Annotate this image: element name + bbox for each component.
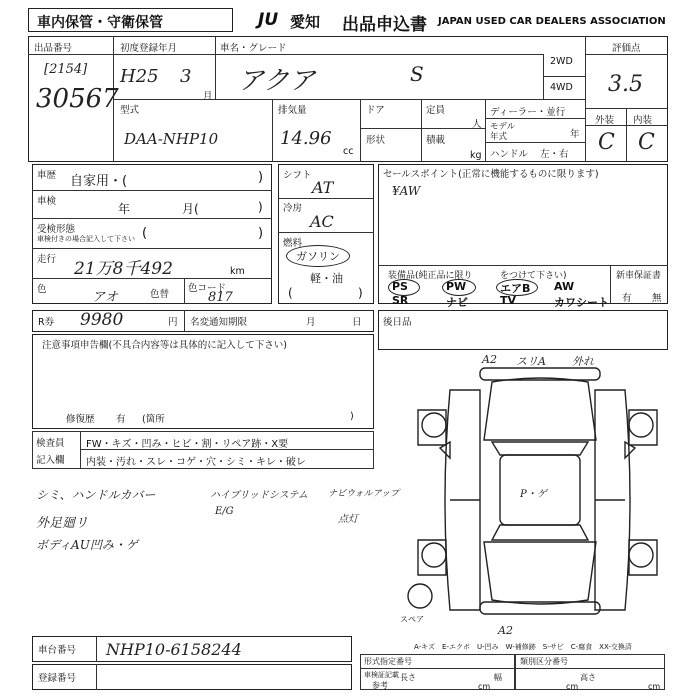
color-label: 色 — [37, 284, 47, 295]
drive-2wd[interactable]: 2WD — [550, 56, 573, 67]
dim-width-unit: cm — [566, 682, 579, 691]
inspection-close: ) — [258, 200, 263, 214]
handle-label: ハンドル — [490, 149, 529, 160]
door-label: ドア — [366, 105, 385, 116]
repair-close: ) — [350, 411, 354, 422]
trade-form-open: ( — [142, 226, 148, 241]
trade-form-label: 受検形態 — [37, 224, 76, 235]
spare-label: スペア — [400, 615, 424, 624]
storage-notice: 車内保管・守衛保管 — [37, 15, 163, 31]
note-1: シミ、ハンドルカバー — [36, 488, 156, 502]
equipment-item[interactable]: TV — [500, 294, 517, 307]
equipment-selected-circle — [442, 279, 476, 296]
rating-ext: C — [598, 130, 615, 155]
mileage-unit: km — [230, 266, 245, 277]
inspection-month: 月( — [182, 202, 199, 216]
note-2: ハイブリッドシステム — [210, 490, 308, 501]
type-label: 型式 — [120, 105, 140, 116]
association-name: JAPAN USED CAR DEALERS ASSOCIATION — [438, 16, 666, 27]
equipment-label2: をつけて下さい) — [500, 271, 567, 281]
repair-label: 修復歴 — [66, 414, 95, 425]
history-label: 車歴 — [37, 170, 57, 181]
registration-label: 登録番号 — [38, 673, 77, 684]
equipment-item[interactable]: PS — [392, 280, 408, 293]
color-value: アオ — [92, 290, 118, 305]
selling-points-label: セールスポイント(正常に機能するものに限ります) — [383, 169, 599, 180]
notice-due-day: 日 — [352, 317, 362, 328]
dealer-label: ディーラー・並行 — [490, 107, 566, 118]
note-3: ナビウォルアップ — [328, 489, 400, 499]
fuel-label: 燃料 — [283, 238, 303, 249]
diagram-mark-4: P・ゲ — [520, 489, 547, 500]
note-7: ボディAU凹み・ゲ — [36, 538, 138, 552]
repair-place: (箇所 — [142, 414, 165, 425]
equipment-selected-circle — [496, 279, 538, 296]
drive-4wd[interactable]: 4WD — [550, 82, 573, 93]
lot-bracket-number: [2154] — [44, 62, 88, 77]
type-value: DAA-NHP10 — [124, 130, 219, 148]
inspector-row-1[interactable]: FW・キズ・凹み・ヒビ・割・リペア跡・X要 — [86, 439, 289, 450]
color-code: 817 — [208, 290, 233, 305]
selling-points-value: ¥AW — [392, 184, 421, 198]
rating-score: 3.5 — [608, 72, 643, 97]
rating-label: 評価点 — [612, 43, 641, 54]
fuel-value: ガソリン — [296, 250, 340, 263]
trade-form-close: ) — [258, 226, 264, 241]
handle-options[interactable]: 左・右 — [540, 149, 569, 160]
dim-length: 長さ — [400, 673, 416, 682]
equipment-item[interactable]: AW — [554, 280, 575, 293]
dim-length-unit: cm — [478, 682, 491, 691]
recycle-label: R券 — [38, 317, 55, 328]
document-title: 出品申込書 — [342, 15, 427, 35]
fuel-alt: 軽・油 — [310, 272, 343, 285]
dim-width: 幅 — [494, 673, 502, 682]
shift-label: シフト — [283, 170, 312, 181]
first-reg-year: H25 — [120, 66, 159, 87]
car-name: アクア — [238, 66, 316, 96]
equipment-item[interactable]: エアB — [500, 282, 531, 295]
later-items-label: 後日品 — [383, 317, 412, 328]
model-year-label: モデル — [490, 122, 516, 132]
lot-number: 30567 — [36, 84, 119, 114]
note-4: 外足廻リ — [36, 516, 89, 531]
warranty-yes[interactable]: 有 — [622, 293, 632, 304]
displacement-value: 14.96 — [280, 128, 332, 149]
inspector-label-2: 記入欄 — [36, 455, 65, 466]
first-reg-month: 3 — [180, 66, 192, 87]
capacity-label: 定員 — [426, 105, 446, 116]
dim-height-unit: cm — [648, 682, 661, 691]
equipment-item[interactable]: カワシート — [554, 296, 609, 309]
history-value: 自家用・( — [70, 174, 128, 189]
inspection-year: 年 — [118, 202, 131, 216]
type-spec-label: 形式指定番号 — [364, 657, 412, 666]
fuel-open: ( — [288, 286, 293, 300]
equipment-item[interactable]: ナビ — [446, 296, 468, 309]
class-label: 類別区分番号 — [520, 657, 568, 666]
notice-due-month: 月 — [306, 317, 316, 328]
mileage-value: 21万8千492 — [74, 259, 173, 279]
warranty-label: 新車保証書 — [616, 271, 662, 281]
aircon-value: AC — [310, 212, 334, 231]
mileage-label: 走行 — [37, 254, 57, 265]
ju-logo: JU — [258, 10, 279, 30]
fuel-close: ) — [358, 286, 363, 300]
ref-label: 参考 — [372, 681, 388, 690]
car-name-label: 車名・グレード — [220, 43, 287, 54]
diagram-mark-3: 外れ — [572, 355, 594, 368]
displacement-label: 排気量 — [278, 105, 307, 116]
storage-notice-box — [28, 8, 233, 32]
rating-int-label: 内装 — [633, 115, 653, 126]
chassis-label: 車台番号 — [38, 645, 77, 656]
history-close: ) — [258, 170, 264, 185]
trade-form-note: 車検付きの場合記入して下さい — [37, 235, 135, 243]
dim-height: 高さ — [580, 673, 596, 682]
equipment-item[interactable]: SR — [392, 294, 409, 307]
chassis-value: NHP10-6158244 — [106, 640, 242, 659]
note-5: E/G — [215, 506, 234, 517]
shift-value: AT — [312, 178, 334, 197]
equipment-item[interactable]: PW — [446, 280, 467, 293]
notes-label: 注意事項申告欄(不具合内容等は具体的に記入して下さい) — [42, 340, 287, 351]
diagram-mark-1: A2 — [482, 353, 497, 366]
rating-int: C — [638, 130, 655, 155]
car-grade: S — [410, 62, 424, 86]
repair-value: 有 — [116, 414, 126, 425]
later-items-box — [378, 310, 668, 350]
first-reg-label: 初度登録年月 — [120, 43, 178, 54]
load-unit: kg — [470, 150, 482, 161]
registration-row — [32, 664, 352, 690]
load-label: 積載 — [426, 135, 446, 146]
year-unit: 年 — [570, 129, 580, 140]
cert-label: 車検証記載 — [364, 671, 399, 679]
lot-label: 出品番号 — [34, 43, 73, 54]
color-change-label: 色替 — [150, 289, 170, 300]
recycle-unit: 円 — [168, 317, 178, 328]
color-code-label: 色コード — [188, 283, 227, 294]
note-6: 点灯 — [338, 514, 358, 525]
recycle-value: 9980 — [80, 310, 124, 330]
shape-label: 形状 — [366, 135, 386, 146]
equipment-label: 装備品(純正品に限り — [388, 271, 473, 281]
diagram-mark-2: スリA — [516, 355, 546, 368]
brand-name: 愛知 — [290, 13, 321, 31]
inspection-label: 車検 — [37, 196, 57, 207]
year-label: 年式 — [490, 132, 508, 142]
first-reg-month-unit: 月 — [203, 91, 213, 102]
warranty-no[interactable]: 無 — [652, 293, 662, 304]
notice-due-label: 名変通知期限 — [190, 317, 248, 328]
diagram-mark-5: A2 — [498, 624, 513, 637]
capacity-unit: 人 — [472, 119, 482, 130]
equipment-selected-circle — [388, 279, 420, 296]
inspector-row-2[interactable]: 内装・汚れ・スレ・コゲ・穴・シミ・キレ・破レ — [86, 457, 306, 468]
rating-ext-label: 外装 — [595, 115, 615, 126]
displacement-unit: cc — [343, 146, 354, 157]
diagram-legend: A-キズ E-エクボ U-凹み W-補修跡 S-サビ C-腐食 XX-交換済 — [414, 643, 632, 651]
inspector-label-1: 検査員 — [36, 438, 65, 449]
aircon-label: 冷房 — [283, 203, 303, 214]
